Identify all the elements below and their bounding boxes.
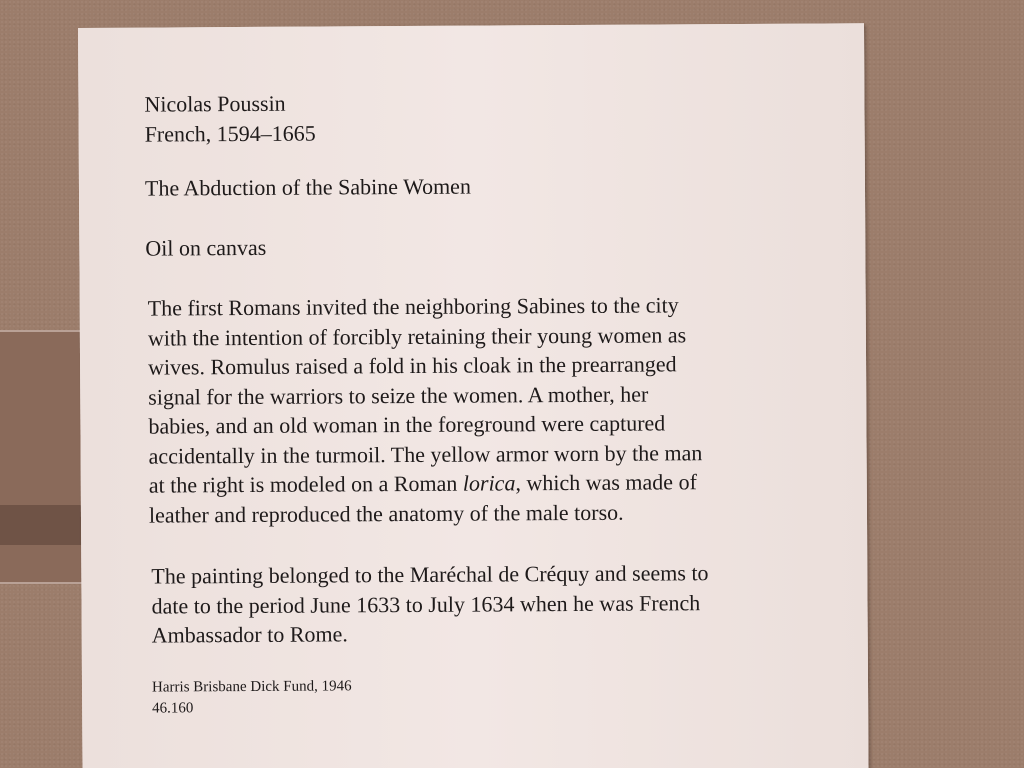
wall-panel xyxy=(0,330,82,584)
wall-shadow xyxy=(0,505,82,545)
credit-line: Harris Brisbane Dick Fund, 1946 xyxy=(151,678,352,696)
artwork-title: The Abduction of the Sabine Women xyxy=(144,173,471,201)
description-line7-before: at the right is modeled on a Roman xyxy=(148,470,463,498)
provenance-line: The painting belonged to the Maréchal de Créquy and seems to xyxy=(151,560,709,589)
description-line: babies, and an old woman in the foreground were captured xyxy=(148,410,666,439)
museum-label-card xyxy=(78,23,869,768)
artwork-medium: Oil on canvas xyxy=(145,234,267,261)
artist-nationality-dates: French, 1594–1665 xyxy=(144,120,316,147)
credit-block xyxy=(152,676,352,719)
provenance-line: date to the period June 1633 to July 1634 when he was French xyxy=(151,589,701,619)
description-line7-after: , which was made of xyxy=(515,469,697,496)
description-line: accidentally in the turmoil. The yellow armor worn by the man xyxy=(148,439,703,469)
description-line: The first Romans invited the neighboring Sabines to the city xyxy=(147,292,679,321)
description-line: wives. Romulus raised a fold in his cloak in the prearranged xyxy=(147,351,677,380)
artist-block xyxy=(144,89,315,150)
accession-number: 46.160 xyxy=(152,700,194,717)
provenance-paragraph xyxy=(151,558,802,650)
artist-name: Nicolas Poussin xyxy=(144,90,286,117)
description-line: leather and reproduced the anatomy of the male torso. xyxy=(148,499,624,528)
description-line: signal for the warriors to seize the women. A mother, her xyxy=(148,381,649,410)
description-line xyxy=(149,467,799,500)
description-line: with the intention of forcibly retaining their young women as xyxy=(147,321,687,351)
provenance-line: Ambassador to Rome. xyxy=(151,621,348,648)
lorica-italic: lorica xyxy=(462,470,516,496)
description-paragraph xyxy=(148,290,799,530)
